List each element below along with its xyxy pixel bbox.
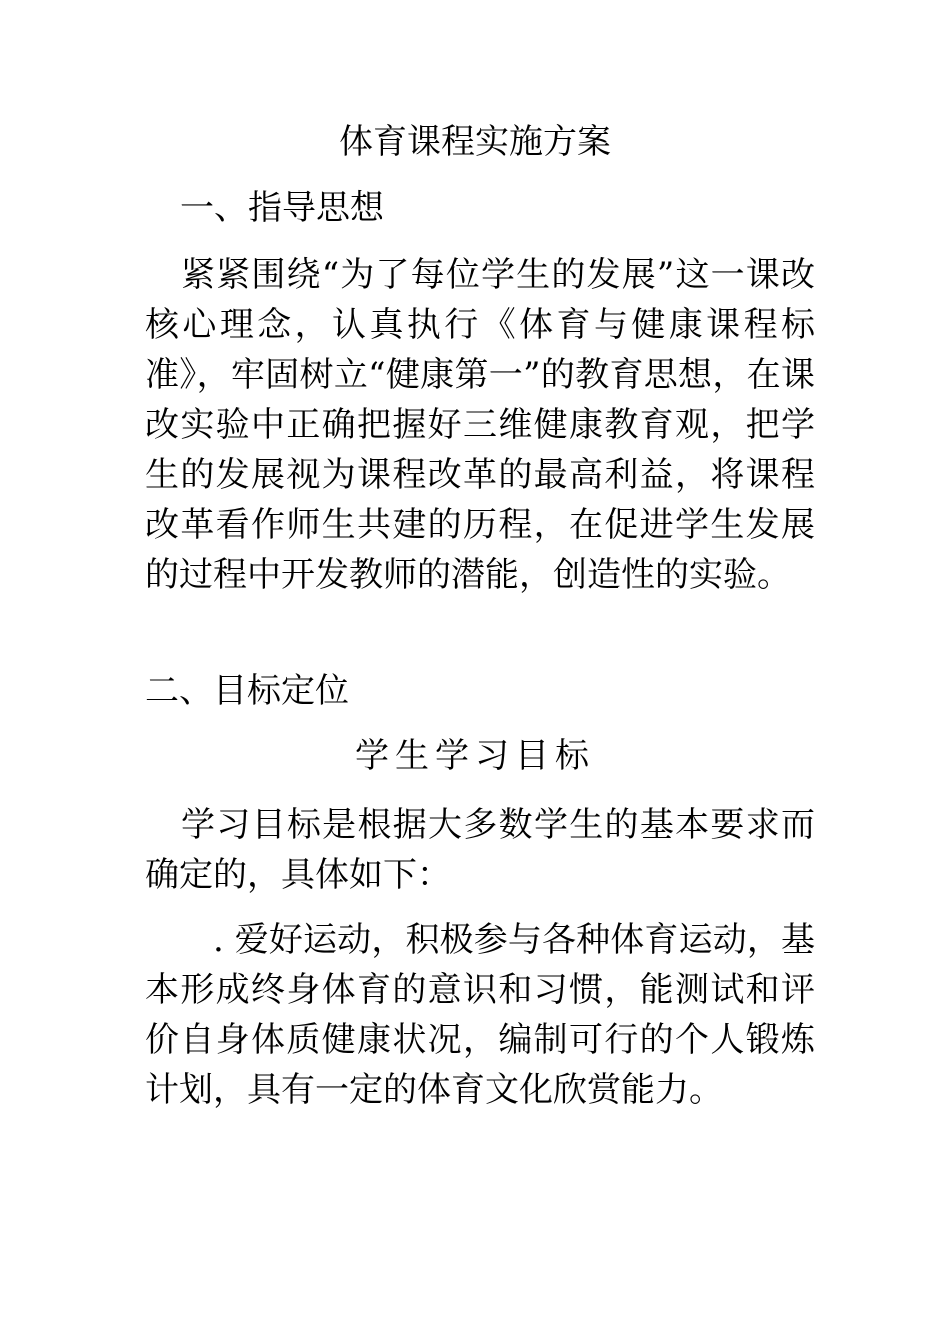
subheading-student-learning-goals: 学生学习目标 xyxy=(355,736,595,776)
paragraph-guiding-ideology: 紧紧围绕“为了每位学生的发展”这一课改核心理念，认真执行《体育与健康课程标准》，牢固树立“健康第一”的教育思想，在课改实验中正确把握好三维健康教育观，把学生的发展视为课程改革的最高利益，将课程改革看作师生共建的历程，在促进学生发展的过程中开发教师的潜能，创造性的实验。 xyxy=(145,255,815,595)
document-title: 体育课程实施方案 xyxy=(339,122,611,162)
list-item-goal-1: . 爱好运动，积极参与各种体育运动，基本形成终身体育的意识和习惯，能测试和评价自身体质健康状况，编制可行的个人锻炼计划，具有一定的体育文化欣赏能力。 xyxy=(145,920,815,1110)
section-heading-goal-positioning: 二、目标定位 xyxy=(145,671,349,711)
section-heading-guiding-ideology: 一、指导思想 xyxy=(180,188,384,228)
paragraph-learning-goals-intro: 学习目标是根据大多数学生的基本要求而确定的，具体如下： xyxy=(145,805,815,895)
